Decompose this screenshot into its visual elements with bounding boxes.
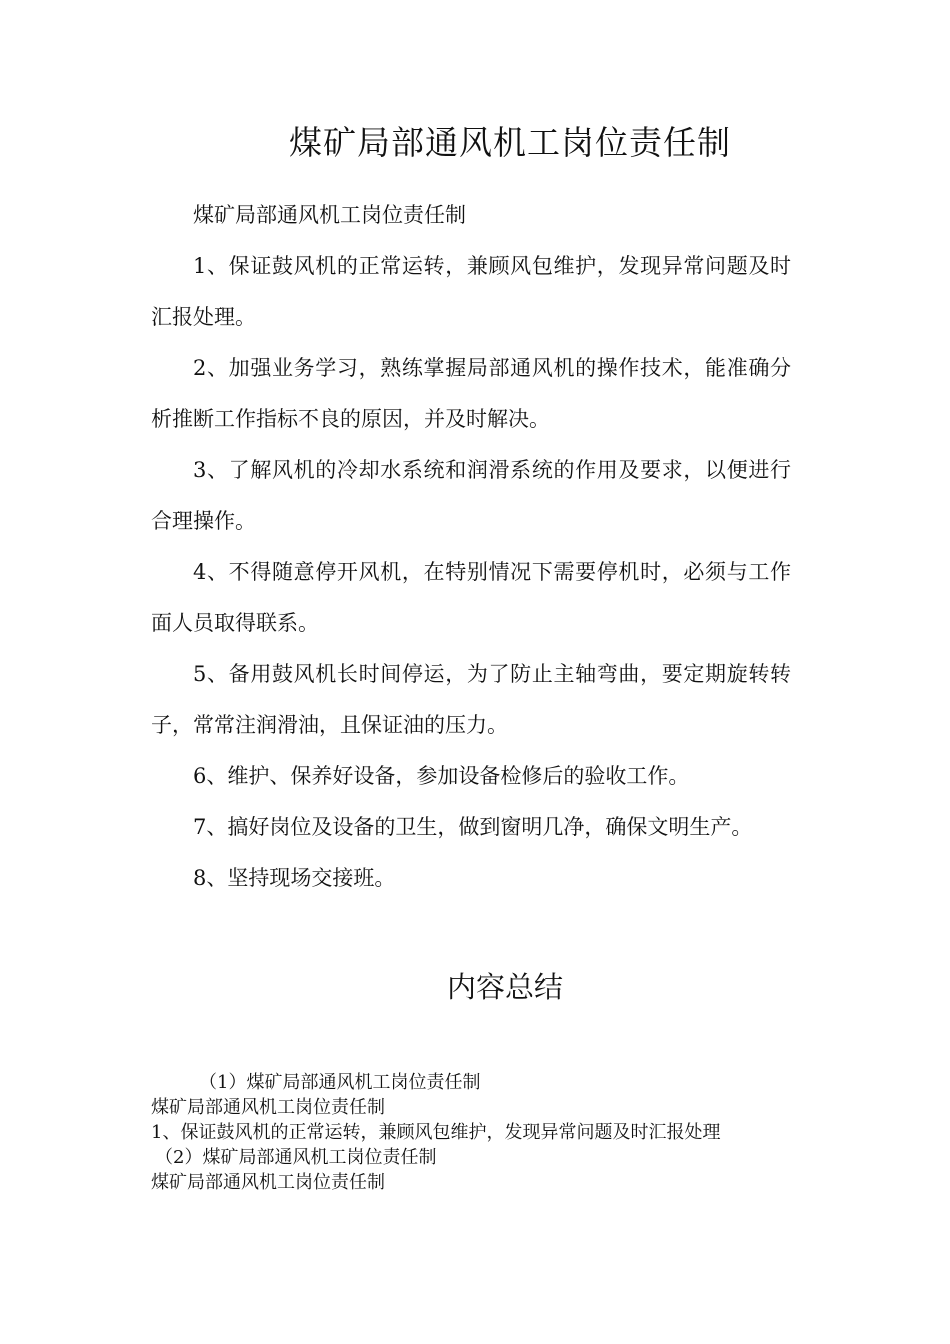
summary-line: （1）煤矿局部通风机工岗位责任制	[199, 1072, 481, 1093]
paragraph-subtitle: 煤矿局部通风机工岗位责任制	[193, 203, 466, 227]
document-title: 煤矿局部通风机工岗位责任制	[289, 123, 731, 162]
summary-line: 1、保证鼓风机的正常运转，兼顾风包维护，发现异常问题及时汇报处理	[151, 1122, 721, 1143]
summary-line: 煤矿局部通风机工岗位责任制	[151, 1097, 385, 1118]
paragraph-item-3: 3、了解风机的冷却水系统和润滑系统的作用及要求，以便进行合理操作。	[151, 458, 791, 533]
paragraph-item-8: 8、坚持现场交接班。	[193, 866, 396, 890]
paragraph-item-5: 5、备用鼓风机长时间停运，为了防止主轴弯曲，要定期旋转转子，常常注润滑油，且保证油的压力。	[151, 662, 791, 737]
paragraph-item-1: 1、保证鼓风机的正常运转，兼顾风包维护，发现异常问题及时汇报处理。	[151, 254, 791, 329]
summary-line: （2）煤矿局部通风机工岗位责任制	[155, 1147, 437, 1168]
paragraph-item-6: 6、维护、保养好设备，参加设备检修后的验收工作。	[193, 764, 690, 788]
paragraph-item-7: 7、搞好岗位及设备的卫生，做到窗明几净，确保文明生产。	[193, 815, 753, 839]
paragraph-item-4: 4、不得随意停开风机，在特别情况下需要停机时，必须与工作面人员取得联系。	[151, 560, 791, 635]
paragraph-item-2: 2、加强业务学习，熟练掌握局部通风机的操作技术，能准确分析推断工作指标不良的原因，并及时解决。	[151, 356, 791, 431]
summary-line: 煤矿局部通风机工岗位责任制	[151, 1172, 385, 1193]
summary-section	[151, 1070, 791, 1195]
document-body	[151, 190, 791, 904]
summary-heading: 内容总结	[446, 970, 563, 1004]
